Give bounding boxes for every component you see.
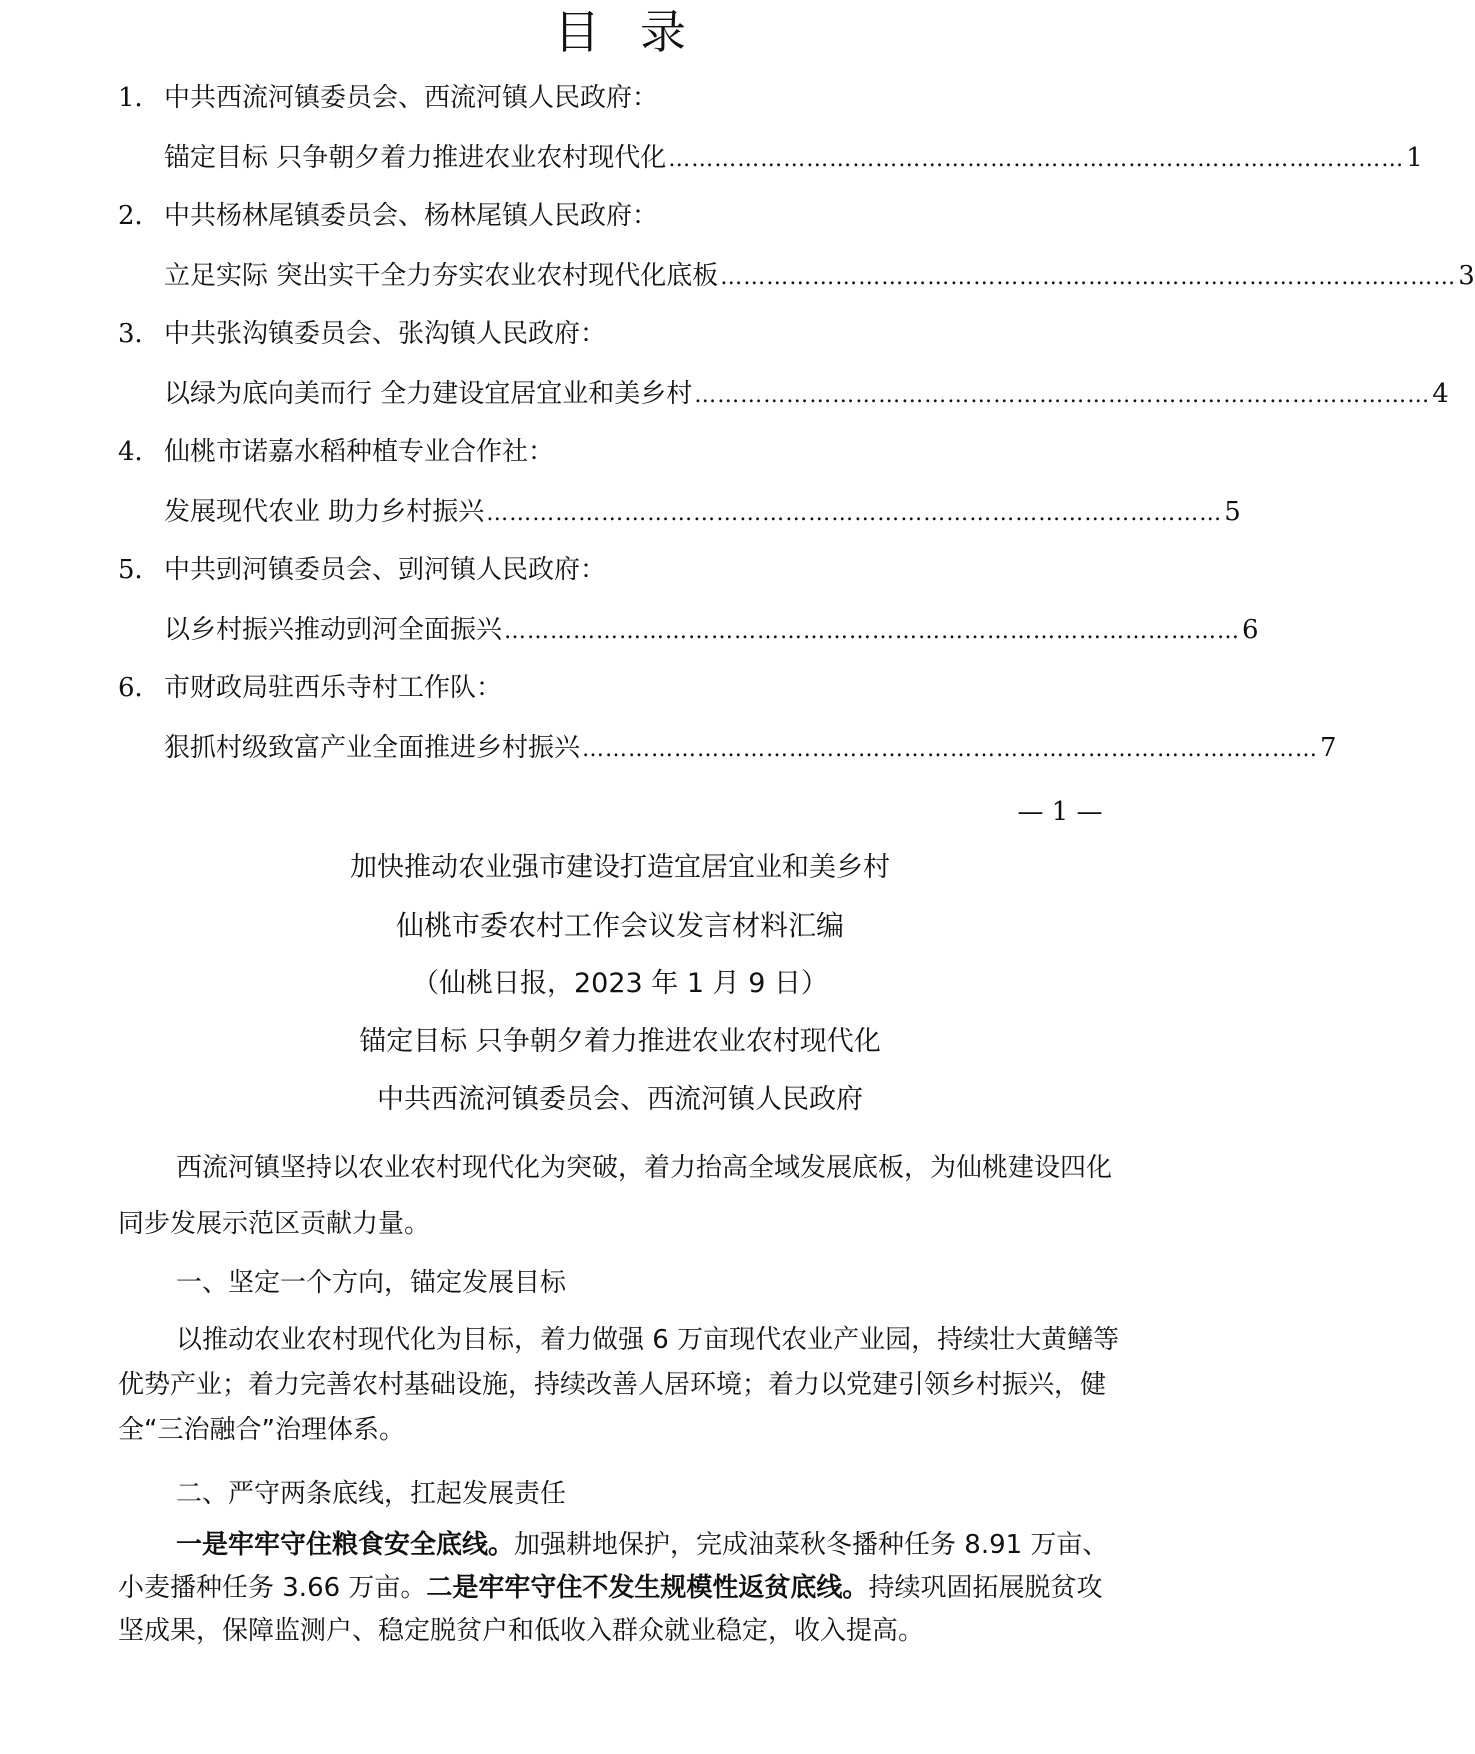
toc-entry-number: 1． [118, 83, 161, 113]
toc-entry-1[interactable] [118, 80, 1423, 176]
toc-entry-title: 发展现代农业 助力乡村振兴 [164, 497, 485, 527]
toc-entry-number: 2． [118, 201, 161, 231]
toc-entry-2[interactable] [118, 198, 1475, 294]
toc-entry-3[interactable] [118, 316, 1449, 412]
toc-entry-title: 立足实际 突出实干全力夯实农业农村现代化底板 [164, 261, 719, 291]
toc-leader-dots: …………………………………………………………………………………… [582, 737, 1319, 762]
toc-entry-line [164, 258, 1475, 294]
toc-entry-org-text: 仙桃市诺嘉水稻种植专业合作社： [164, 437, 555, 467]
toc-entry-page: 1 [1406, 143, 1423, 173]
toc-entry-6[interactable] [118, 670, 1337, 766]
toc-entry-number: 3． [118, 319, 161, 349]
toc-entry-number: 4． [118, 437, 161, 467]
toc-entry-line [164, 376, 1449, 412]
intro-text: 西流河镇坚持以农业农村现代化为突破，着力抬高全域发展底板，为仙桃建设四化同步发展示范区贡献力量。 [118, 1153, 1113, 1239]
collection-subtitle: 仙桃市委农村工作会议发言材料汇编 [395, 909, 844, 942]
toc-entry-number: 5． [118, 555, 161, 585]
toc-entry-org-text: 中共西流河镇委员会、西流河镇人民政府： [164, 83, 659, 113]
toc-entry-org [118, 198, 1140, 234]
toc-entry-page: 5 [1224, 497, 1241, 527]
page-number: — 1 — [1017, 797, 1103, 827]
toc-leader-dots: …………………………………………………………………………………… [720, 265, 1457, 290]
toc-entry-title: 以乡村振兴推动剅河全面振兴 [164, 615, 503, 645]
toc-entry-line [164, 612, 1259, 648]
toc-entry-5[interactable] [118, 552, 1259, 648]
section-2-text-1: 加强耕地保护，完成油菜秋冬播种任务 8.91 万亩、小麦播种任务 3.66 万亩。 [118, 1530, 1109, 1603]
section-2-lead-2: 二是牢牢守住不发生规模性返贫底线。 [426, 1573, 869, 1603]
section-2-lead-1: 一是牢牢守住粮食安全底线。 [176, 1530, 515, 1560]
toc-entry-number: 6． [118, 673, 161, 703]
toc-entry-page: 6 [1242, 615, 1259, 645]
toc-entry-org-text: 中共杨林尾镇委员会、杨林尾镇人民政府： [164, 201, 659, 231]
toc-leader-dots: …………………………………………………………………………………… [694, 383, 1431, 408]
section-2-text-2: 持续巩固拓展脱贫攻坚成果，保障监测户、稳定脱贫户和低收入群众就业稳定，收入提高。 [118, 1573, 1103, 1646]
section-2-heading-text: 二、严守两条底线，扛起发展责任 [176, 1479, 567, 1509]
toc-title: 目录 [554, 5, 726, 59]
article-title: 锚定目标 只争朝夕着力推进农业农村现代化 [359, 1026, 881, 1057]
toc-entry-line [164, 494, 1241, 530]
toc-leader-dots: …………………………………………………………………………………… [668, 147, 1405, 172]
toc-entry-org-text: 中共张沟镇委员会、张沟镇人民政府： [164, 319, 607, 349]
article-author: 中共西流河镇委员会、西流河镇人民政府 [377, 1084, 863, 1115]
toc-entry-org-text: 中共剅河镇委员会、剅河镇人民政府： [164, 555, 607, 585]
toc-entry-page: 7 [1320, 733, 1337, 763]
toc-entry-4[interactable] [118, 434, 1241, 530]
toc-entry-line [164, 140, 1423, 176]
toc-leader-dots: …………………………………………………………………………………… [486, 501, 1223, 526]
toc-entry-org [118, 316, 1140, 352]
toc-entry-page: 4 [1432, 379, 1449, 409]
toc-entry-title: 狠抓村级致富产业全面推进乡村振兴 [164, 733, 581, 763]
toc-entry-title: 锚定目标 只争朝夕着力推进农业农村现代化 [164, 143, 667, 173]
intro-paragraph [118, 1140, 1128, 1252]
toc-entry-org [118, 80, 1140, 116]
toc-entry-org [118, 434, 1140, 470]
toc-entry-org [118, 552, 1140, 588]
section-1-heading [118, 1265, 1128, 1301]
toc-leader-dots: …………………………………………………………………………………… [504, 619, 1241, 644]
toc-entry-org [118, 670, 1140, 706]
toc-entry-org-text: 市财政局驻西乐寺村工作队： [164, 673, 503, 703]
section-1-body [118, 1318, 1128, 1453]
section-1-body-text: 以推动农业农村现代化为目标，着力做强 6 万亩现代农业产业园，持续壮大黄鳝等优势产业；着力完善农村基础设施，持续改善人居环境；着力以党建引领乡村振兴，健全“三治融合”治理体系。 [118, 1325, 1120, 1445]
section-2-body [118, 1524, 1128, 1653]
source-line: （仙桃日报，2023 年 1 月 9 日） [412, 968, 828, 999]
toc-entry-page: 3 [1458, 261, 1475, 291]
section-2-heading [118, 1476, 1128, 1512]
toc-entry-line [164, 730, 1337, 766]
section-1-heading-text: 一、坚定一个方向，锚定发展目标 [176, 1268, 567, 1298]
toc-entry-title: 以绿为底向美而行 全力建设宜居宜业和美乡村 [164, 379, 693, 409]
collection-title: 加快推动农业强市建设打造宜居宜业和美乡村 [350, 852, 890, 883]
section-2-body-text [118, 1524, 1128, 1653]
